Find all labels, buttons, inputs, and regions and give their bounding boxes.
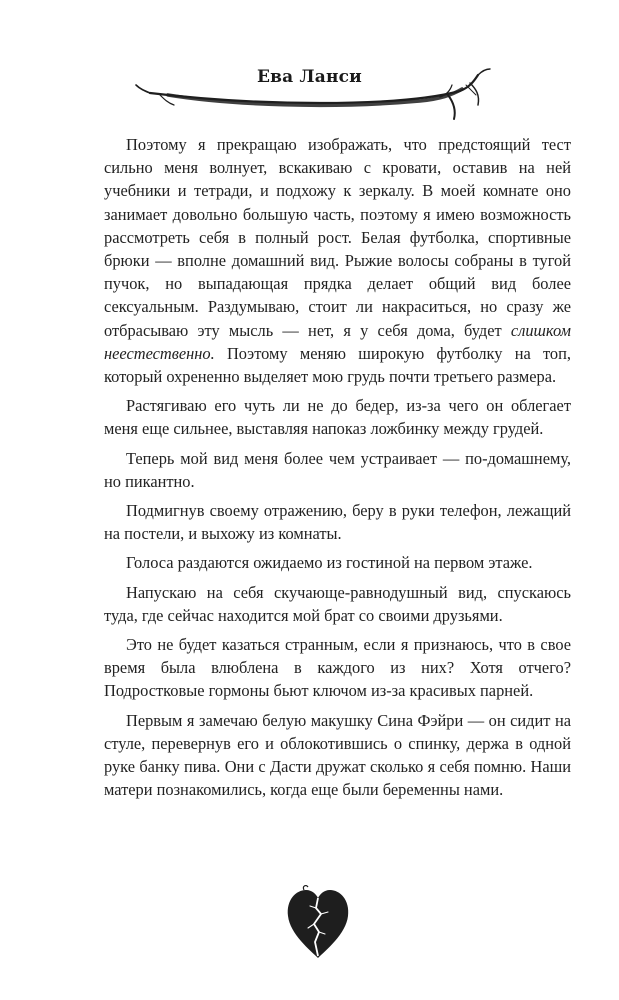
running-header [0, 55, 619, 135]
paragraph-text: Поэтому меняю широкую футболку на топ, который охрененно выделяет мою грудь почти третьего размера. [104, 343, 571, 387]
paragraph: Растягиваю его чуть ли не до бедер, из-за чего он облегает меня еще сильнее, выставляя напоказ ложбинку между грудей. [104, 396, 571, 439]
paragraph [104, 133, 571, 388]
chapter-text [104, 133, 571, 807]
paragraph: Подмигнув своему отражению, беру в руки телефон, лежащий на постели, и выхожу из комнаты. [104, 501, 571, 544]
paragraph: Первым я замечаю белую макушку Сина Фэйри — он сидит на стуле, перевернув его и облокотившись о спинку, держа в одной руке банку пива. Они с Дасти дружат сколько я себя помню. Наши матери познакомились, когда еще были беременны нами. [104, 710, 571, 800]
author-name: Ева Ланси [257, 67, 362, 87]
italic-emphasis: слишком неестественно. [104, 320, 571, 363]
paragraph: Голоса раздаются ожидаемо из гостиной на первом этаже. [126, 553, 533, 573]
paragraph: Теперь мой вид меня более чем устраивает — по-домашнему, но пикантно. [104, 448, 571, 491]
paragraph: Это не будет казаться странным, если я признаюсь, что в свое время была влюблена в каждого из них? Хотя отчего? Подростковые гормоны бьют ключом из-за красивых парней. [104, 635, 571, 701]
paragraph-text: Поэтому я прекращаю изображать, что предстоящий тест сильно меня волнует, вскакиваю с кровати, оставив на ней учебники и тетради, и подхожу к зеркалу. В моей комнате оно занимает довольно большую часть, поэтому я имею возможность рассмотреть себя в полный рост. Белая футболка, спортивные брюки — вполне домашний вид. Рыжие волосы собраны в тугой пучок, но выпадающая прядка делает общий вид более сексуальным. Раздумываю, стоит ли накраситься, но сразу же отбрасываю эту мысль — нет, я у себя дома, будет [104, 135, 571, 340]
paragraph: Напускаю на себя скучающе-равнодушный вид, спускаюсь туда, где сейчас находится мой брат со своими друзьями. [104, 582, 571, 625]
broken-heart-icon [286, 884, 350, 960]
